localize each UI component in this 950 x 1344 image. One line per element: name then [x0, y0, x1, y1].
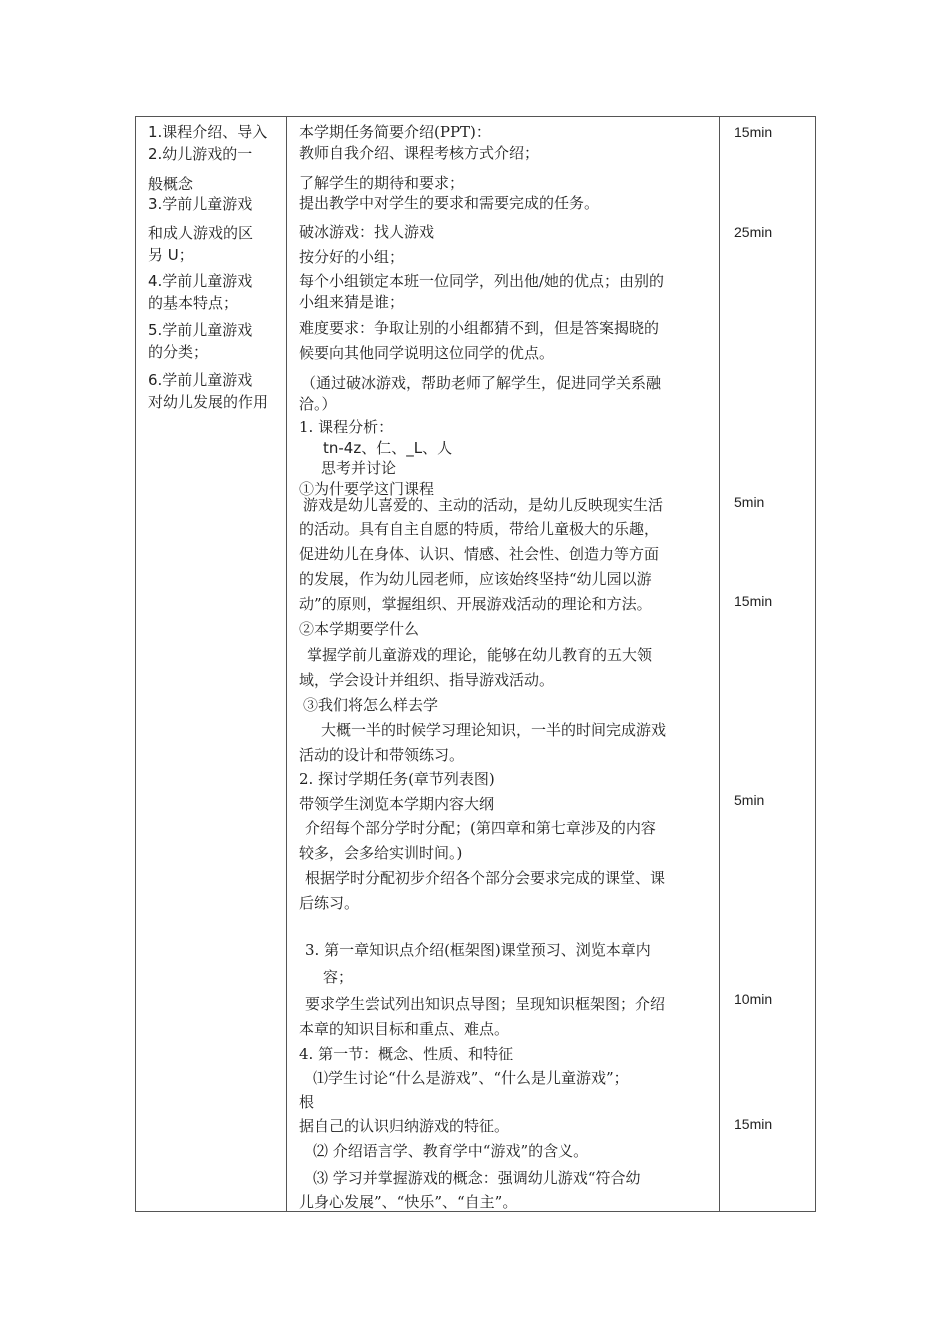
topic-line: 的分类；: [148, 343, 209, 361]
content-line: 1. 课程分析：: [299, 418, 394, 436]
content-line: 带领学生浏览本学期内容大纲: [299, 795, 495, 813]
content-line: 4. 第一节：概念、性质、和特征: [299, 1045, 514, 1063]
content-line: 难度要求：争取让别的小组都猜不到，但是答案揭晓的: [299, 319, 660, 337]
topic-line: 4.学前儿童游戏: [148, 272, 253, 290]
content-line: 小组来猜是谁；: [299, 293, 405, 311]
topic-line: 般概念: [148, 175, 194, 193]
time-value: 15min: [734, 593, 773, 609]
content-line: 动”的原则，掌握组织、开展游戏活动的理论和方法。: [299, 595, 652, 613]
topic-line: 2.幼儿游戏的一: [148, 145, 253, 163]
content-line: ①为什要学这门课程: [299, 480, 435, 498]
content-line: 了解学生的期待和要求；: [299, 174, 465, 192]
time-value: 15min: [734, 124, 773, 140]
topic-line: 5.学前儿童游戏: [148, 321, 253, 339]
content-column: [287, 117, 719, 1211]
content-line: 每个小组锁定本班一位同学，列出他/她的优点；由别的: [299, 272, 665, 290]
topic-line: 1.课程介绍、导入: [148, 123, 268, 141]
content-line: tn-4z、仁、_L、人: [323, 439, 453, 457]
topic-line: 另 U；: [148, 246, 194, 264]
content-line: 候要向其他同学说明这位同学的优点。: [299, 344, 555, 362]
time-value: 15min: [734, 1116, 773, 1132]
content-line: 活动的设计和带领练习。: [299, 746, 465, 764]
time-column: [720, 117, 816, 1211]
content-line: ⑶ 学习并掌握游戏的概念：强调幼儿游戏“符合幼: [313, 1169, 641, 1187]
content-line: 介绍每个部分学时分配；(第四章和第七章涉及的内容: [305, 819, 656, 837]
content-line: 洽。）: [299, 395, 337, 413]
content-line: 域，学会设计并组织、指导游戏活动。: [299, 671, 555, 689]
content-line: 思考并讨论: [321, 459, 397, 477]
content-line: ③我们将怎么样去学: [303, 696, 439, 714]
content-line: 教师自我介绍、课程考核方式介绍；: [299, 144, 540, 162]
content-line: ②本学期要学什么: [299, 620, 420, 638]
content-line: 要求学生尝试列出知识点导图；呈现知识框架图；介绍: [305, 995, 666, 1013]
time-value: 5min: [734, 792, 765, 808]
content-line: 根据学时分配初步介绍各个部分会要求完成的课堂、课: [305, 869, 666, 887]
topic-line: 6.学前儿童游戏: [148, 371, 253, 389]
content-line: 的发展，作为幼儿园老师，应该始终坚持“幼儿园以游: [299, 570, 652, 588]
lesson-plan-table: [135, 116, 816, 1212]
content-line: 较多，会多给实训时间。): [299, 844, 463, 862]
content-line: （通过破冰游戏，帮助老师了解学生，促进同学关系融: [301, 374, 662, 392]
content-line: 后练习。: [299, 894, 360, 912]
topic-line: 和成人游戏的区: [148, 224, 254, 242]
content-line: 掌握学前儿童游戏的理论，能够在幼儿教育的五大领: [307, 646, 653, 664]
topic-line: 的基本特点；: [148, 294, 239, 312]
content-line: ⑵ 介绍语言学、教育学中“游戏”的含义。: [313, 1142, 589, 1160]
content-line: 大概一半的时候学习理论知识，一半的时间完成游戏: [321, 721, 667, 739]
content-line: 3. 第一章知识点介绍(框架图)课堂预习、浏览本章内: [305, 941, 651, 959]
content-line: 破冰游戏：找人游戏: [299, 223, 435, 241]
content-line: 促进幼儿在身体、认识、情感、社会性、创造力等方面: [299, 545, 660, 563]
content-line: 2. 探讨学期任务(章节列表图): [299, 770, 495, 788]
time-value: 25min: [734, 224, 773, 240]
content-line: 游戏是幼儿喜爱的、主动的活动，是幼儿反映现实生活: [303, 496, 664, 514]
content-line: 提出教学中对学生的要求和需要完成的任务。: [299, 194, 600, 212]
content-line: 的活动。具有自主自愿的特质，带给儿童极大的乐趣，: [299, 520, 660, 538]
topic-line: 3.学前儿童游戏: [148, 195, 253, 213]
content-line: 本学期任务简要介绍(PPT)：: [299, 123, 491, 141]
time-value: 5min: [734, 494, 765, 510]
content-line: 按分好的小组；: [299, 248, 405, 266]
content-line: 据自己的认识归纳游戏的特征。: [299, 1117, 510, 1135]
content-line: 本章的知识目标和重点、难点。: [299, 1020, 510, 1038]
topic-line: 对幼儿发展的作用: [148, 393, 269, 411]
content-line: 根: [299, 1093, 315, 1111]
content-line: 容；: [323, 968, 354, 986]
content-line: ⑴学生讨论“什么是游戏”、“什么是儿童游戏”；: [313, 1069, 629, 1087]
topics-column: [136, 117, 286, 1211]
content-line: 儿身心发展”、“快乐”、“自主”。: [299, 1193, 518, 1211]
time-value: 10min: [734, 991, 773, 1007]
